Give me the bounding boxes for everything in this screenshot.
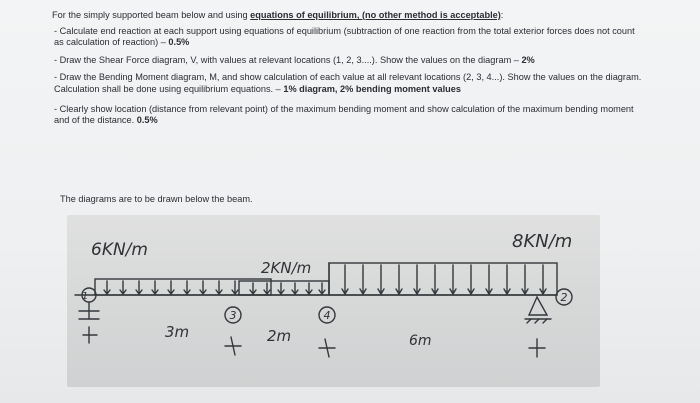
task-marks: 2% <box>521 54 535 65</box>
task-text: - Calculate end reaction at each support using equations of equilibrium (subtraction of one reaction from the total exterior forces does not count as calculation of reaction) – <box>54 25 635 48</box>
task-marks: 1% diagram, 2% bending moment values <box>283 83 461 94</box>
task-shear-diagram <box>54 55 642 67</box>
load-left-label: 6KN/m <box>91 240 148 260</box>
problem-statement <box>52 10 642 133</box>
task-max-moment <box>54 104 642 127</box>
node-1-label: 1 <box>81 291 89 302</box>
beam-sketch <box>67 215 600 387</box>
task-marks: 0.5% <box>136 115 158 126</box>
task-moment-diagram <box>54 72 642 95</box>
node-4-label: 4 <box>323 309 331 322</box>
load-arrows-right <box>342 265 546 294</box>
beam-sketch-photo <box>67 215 600 387</box>
span-3-label: 6m <box>409 333 432 349</box>
task-text: - Draw the Shear Force diagram, V, with values at relevant locations (1, 2, 3....). Show the values on the diagram – <box>54 54 522 65</box>
intro-prefix: For the simply supported beam below and using <box>52 10 251 20</box>
node-2-label: 2 <box>560 291 568 304</box>
node-3-label: 3 <box>229 309 237 322</box>
span-2-label: 2m <box>267 327 292 345</box>
load-right-label: 8KN/m <box>512 231 573 252</box>
task-reactions <box>54 26 642 49</box>
load-arrows-left <box>104 281 238 294</box>
diagram-note: The diagrams are to be drawn below the beam. <box>60 194 253 204</box>
load-arrows-mid <box>250 283 325 294</box>
task-text: - Clearly show location (distance from relevant point) of the maximum bending moment and show calculation of the maximum bending moment and of the distance. <box>54 103 634 126</box>
load-mid-label: 2KN/m <box>261 259 312 277</box>
task-text: - Draw the Bending Moment diagram, M, and show calculation of each value at all relevant locations (2, 3, 4...). Show the values on the diagram. Calculation shall be done using equilibrium equations. – <box>54 72 642 94</box>
right-support-icon <box>525 297 551 357</box>
intro-emphasis: equations of equilibrium, (no other method is acceptable) <box>250 10 501 20</box>
intro-suffix: : <box>500 10 504 20</box>
left-support-icon <box>79 303 99 343</box>
span-1-label: 3m <box>165 323 190 341</box>
task-marks: 0.5% <box>168 37 190 48</box>
intro-line <box>52 10 642 22</box>
